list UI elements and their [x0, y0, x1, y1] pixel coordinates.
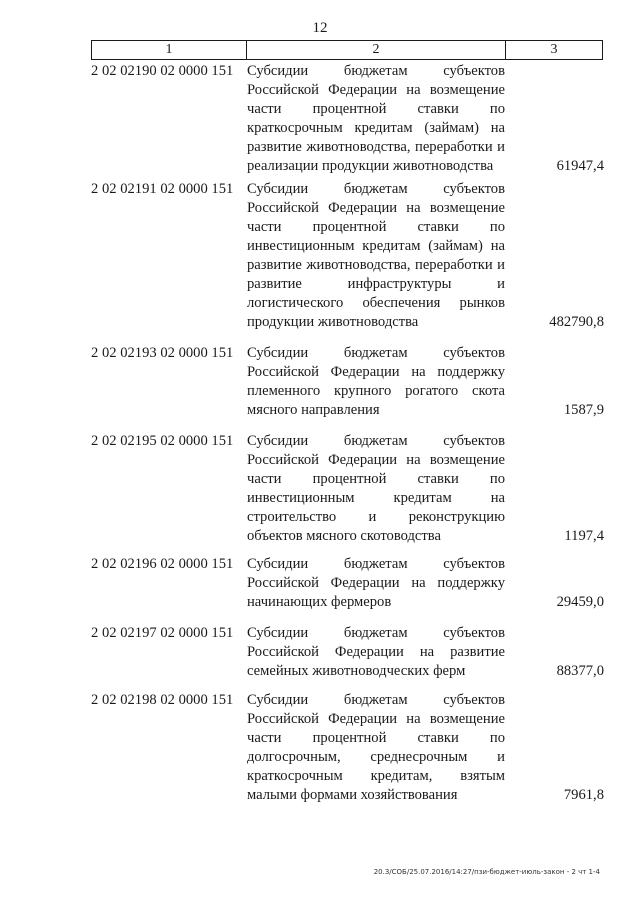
column-header-3: 3: [505, 41, 602, 59]
budget-code: 2 02 02193 02 0000 151: [91, 345, 234, 361]
row-description: Субсидии бюджетам субъектов Российской Федерации на возмещение части процентной ставки по инвестиционным кредитам (займам) на развитие животноводства, переработки и развитие инфраструктуры и логистического обеспечения рынков продукции животноводства: [247, 181, 505, 330]
row-amount: 61947,4: [556, 158, 604, 174]
budget-code: 2 02 02195 02 0000 151: [91, 433, 234, 449]
row-description: Субсидии бюджетам субъектов Российской Федерации на развитие семейных животноводческих ферм: [247, 625, 505, 679]
budget-code: 2 02 02198 02 0000 151: [91, 692, 234, 708]
row-description: Субсидии бюджетам субъектов Российской Федерации на поддержку начинающих фермеров: [247, 556, 505, 610]
row-description: Субсидии бюджетам субъектов Российской Федерации на поддержку племенного крупного рогатого скота мясного направления: [247, 345, 505, 418]
row-amount: 88377,0: [556, 663, 604, 679]
column-header-1: 1: [165, 42, 173, 57]
row-amount: 1587,9: [563, 402, 604, 418]
column-header-2: 2: [246, 41, 505, 59]
budget-code: 2 02 02196 02 0000 151: [91, 556, 234, 572]
budget-code: 2 02 02190 02 0000 151: [91, 63, 234, 79]
document-footer-stamp: 20.3/СОБ/25.07.2016/14:27/пзи-бюджет-июль-закон - 2 чт 1-4: [373, 868, 600, 876]
page-number: 12: [312, 20, 328, 36]
row-amount: 482790,8: [549, 314, 604, 330]
row-description: Субсидии бюджетам субъектов Российской Федерации на возмещение части процентной ставки по инвестиционным кредитам на строительство и реконструкцию объектов мясного скотоводства: [247, 433, 505, 544]
row-description: Субсидии бюджетам субъектов Российской Федерации на возмещение части процентной ставки по долгосрочным, среднесрочным и краткосрочным кредитам, взятым малыми формами хозяйствования: [247, 692, 505, 803]
budget-code: 2 02 02197 02 0000 151: [91, 625, 234, 641]
budget-code: 2 02 02191 02 0000 151: [91, 181, 234, 197]
row-amount: 1197,4: [564, 528, 604, 544]
column-header-row: [91, 40, 603, 60]
row-amount: 29459,0: [556, 594, 604, 610]
row-amount: 7961,8: [563, 787, 604, 803]
row-description: Субсидии бюджетам субъектов Российской Федерации на возмещение части процентной ставки по краткосрочным кредитам (займам) на развитие животноводства, переработки и реализации продукции животноводства: [247, 63, 505, 174]
